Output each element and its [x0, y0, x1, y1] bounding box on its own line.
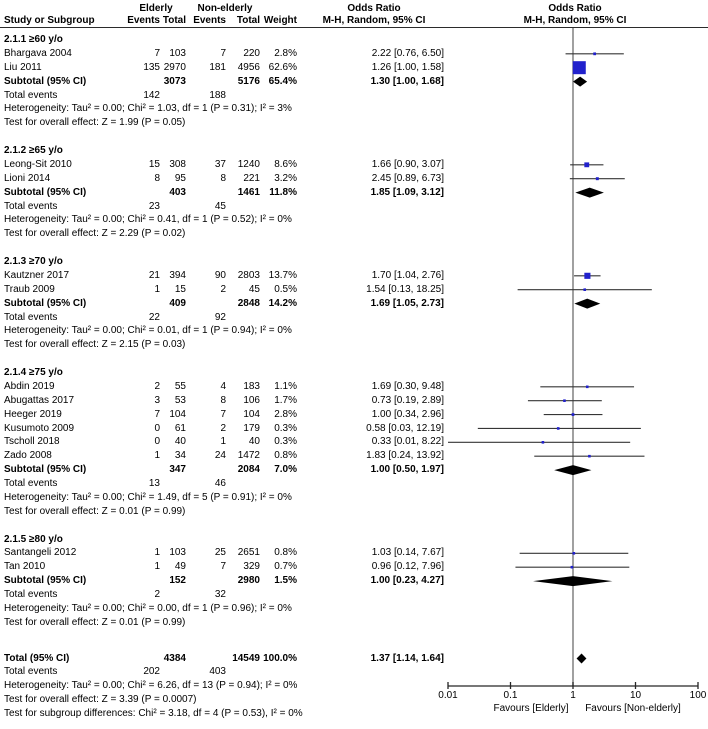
elderly-events: 1 — [154, 561, 160, 573]
elderly-events: 1 — [154, 547, 160, 559]
total-events-row — [0, 665, 708, 679]
section-label: 2.1.5 ≥80 y/o — [4, 533, 63, 545]
heterogeneity-row — [0, 213, 708, 227]
weight-value: 0.7% — [274, 561, 297, 573]
subtotal-label: Subtotal (95% CI) — [4, 186, 87, 198]
study-row — [0, 560, 708, 574]
total-events-row — [0, 200, 708, 214]
overall-effect-text: Test for overall effect: Z = 0.01 (P = 0.99) — [4, 505, 186, 517]
axis-tick-label: 100 — [689, 690, 707, 701]
overall-effect-text: Test for overall effect: Z = 2.15 (P = 0.03) — [4, 339, 186, 351]
elderly-events: 135 — [143, 61, 160, 73]
study-row — [0, 158, 708, 172]
study-row — [0, 61, 708, 75]
nonelderly-total: 106 — [243, 394, 260, 406]
study-name: Kautzner 2017 — [4, 269, 70, 281]
or-ci-text: 1.00 [0.34, 2.96] — [371, 408, 444, 420]
study-row — [0, 408, 708, 422]
column-header-events-nonelderly: Events — [193, 15, 226, 26]
elderly-total: 103 — [169, 547, 186, 559]
axis-tick-label: 0.1 — [503, 690, 518, 701]
heterogeneity-row — [0, 679, 708, 693]
weight-value: 1.1% — [274, 380, 297, 392]
total-events-elderly: 22 — [148, 311, 160, 323]
total-events-elderly: 142 — [143, 89, 160, 101]
elderly-total: 34 — [174, 450, 186, 462]
study-name: Lioni 2014 — [4, 172, 51, 184]
weight-value: 62.6% — [268, 61, 297, 73]
nonelderly-total: 179 — [243, 422, 260, 434]
overall-effect-row — [0, 116, 708, 130]
study-row — [0, 172, 708, 186]
total-events-nonelderly: 32 — [214, 589, 226, 600]
nonelderly-total: 45 — [248, 283, 260, 295]
study-row — [0, 394, 708, 408]
or-ci-text: 2.45 [0.89, 6.73] — [371, 172, 444, 184]
subtotal-label: Subtotal (95% CI) — [4, 75, 87, 87]
section-header-row — [0, 144, 708, 158]
nonelderly-total: 4956 — [237, 61, 260, 73]
or-ci-text: 1.37 [1.14, 1.64] — [370, 652, 444, 664]
study-name: Tscholl 2018 — [4, 436, 60, 448]
or-ci-text: 1.69 [1.05, 2.73] — [370, 297, 444, 309]
heterogeneity-text: Heterogeneity: Tau² = 0.00; Chi² = 0.01, df = 1 (P = 0.94); I² = 0% — [4, 325, 292, 337]
weight-value: 2.8% — [274, 408, 297, 420]
total-events-row — [0, 477, 708, 491]
total-events-row — [0, 588, 708, 602]
elderly-total: 308 — [169, 158, 186, 170]
study-name: Zado 2008 — [4, 450, 52, 462]
nonelderly-events: 7 — [220, 47, 226, 59]
elderly-events: 7 — [154, 47, 160, 59]
section-label: 2.1.1 ≥60 y/o — [4, 34, 63, 45]
subtotal-label: Subtotal (95% CI) — [4, 575, 87, 587]
grand-total-label: Total (95% CI) — [4, 652, 70, 664]
study-name: Kusumoto 2009 — [4, 422, 75, 434]
nonelderly-total: 221 — [243, 172, 260, 184]
study-name: Abugattas 2017 — [4, 394, 75, 406]
nonelderly-events: 181 — [209, 61, 226, 73]
weight-value: 0.8% — [274, 450, 297, 462]
elderly-total: 55 — [174, 380, 186, 392]
column-header-nonelderly: Non-elderly — [197, 3, 253, 14]
heterogeneity-text: Heterogeneity: Tau² = 0.00; Chi² = 1.49, df = 5 (P = 0.91); I² = 0% — [4, 491, 292, 503]
study-row — [0, 546, 708, 560]
total-events-nonelderly: 92 — [214, 311, 226, 323]
study-name: Tan 2010 — [4, 561, 46, 573]
weight-value: 0.8% — [274, 547, 297, 559]
weight-value: 3.2% — [274, 172, 297, 184]
study-row — [0, 380, 708, 394]
elderly-total: 394 — [169, 269, 186, 281]
nonelderly-events: 7 — [220, 408, 226, 420]
or-ci-text: 1.54 [0.13, 18.25] — [366, 283, 444, 295]
elderly-events: 3 — [154, 394, 160, 406]
nonelderly-events: 24 — [214, 450, 226, 462]
study-name: Abdin 2019 — [4, 380, 55, 392]
weight-value: 1.7% — [274, 394, 297, 406]
total-events-label: Total events — [4, 478, 58, 489]
column-header-total-nonelderly: Total — [236, 15, 260, 26]
nonelderly-events: 2 — [220, 283, 226, 295]
subtotal-row — [0, 75, 708, 89]
elderly-total: 103 — [169, 47, 186, 59]
elderly-total: 40 — [174, 436, 186, 448]
nonelderly-total: 14549 — [232, 652, 260, 664]
elderly-total: 409 — [169, 297, 186, 309]
section-label: 2.1.4 ≥75 y/o — [4, 367, 63, 378]
favours-right-label: Favours [Non-elderly] — [585, 703, 681, 714]
weight-value: 100.0% — [263, 652, 297, 664]
column-header-study: Study or Subgroup — [4, 15, 95, 26]
total-events-label: Total events — [4, 200, 58, 212]
weight-value: 0.3% — [274, 422, 297, 434]
nonelderly-total: 2084 — [237, 464, 260, 476]
study-row — [0, 269, 708, 283]
axis-tick-label: 10 — [629, 690, 642, 701]
total-events-elderly: 202 — [143, 666, 160, 678]
overall-effect-text: Test for overall effect: Z = 3.39 (P = 0.0007) — [4, 694, 197, 706]
study-name: Bhargava 2004 — [4, 47, 72, 59]
or-ci-text: 0.33 [0.01, 8.22] — [371, 436, 444, 448]
subtotal-row — [0, 463, 708, 477]
nonelderly-total: 2980 — [237, 575, 260, 587]
nonelderly-events: 8 — [220, 172, 226, 184]
elderly-events: 2 — [154, 380, 160, 392]
weight-value: 7.0% — [274, 464, 297, 476]
nonelderly-total: 1472 — [237, 450, 260, 462]
elderly-total: 95 — [174, 172, 186, 184]
heterogeneity-row — [0, 602, 708, 616]
elderly-events: 1 — [154, 450, 160, 462]
nonelderly-total: 1461 — [237, 186, 260, 198]
or-ci-text: 1.26 [1.00, 1.58] — [371, 61, 444, 73]
section-header-row — [0, 255, 708, 269]
nonelderly-events: 2 — [220, 422, 226, 434]
total-events-label: Total events — [4, 666, 58, 678]
total-events-nonelderly: 45 — [214, 200, 226, 212]
heterogeneity-row — [0, 324, 708, 338]
nonelderly-total: 104 — [243, 408, 260, 420]
total-events-label: Total events — [4, 589, 58, 600]
nonelderly-total: 2803 — [237, 269, 260, 281]
nonelderly-total: 1240 — [237, 158, 260, 170]
subgroup-differences-text: Test for subgroup differences: Chi² = 3.18, df = 4 (P = 0.53), I² = 0% — [4, 708, 303, 719]
nonelderly-total: 183 — [243, 380, 260, 392]
axis-tick-label: 1 — [570, 690, 576, 701]
elderly-events: 0 — [154, 436, 160, 448]
nonelderly-events: 4 — [220, 380, 226, 392]
elderly-total: 3073 — [163, 75, 186, 87]
weight-value: 1.5% — [274, 575, 297, 587]
total-events-label: Total events — [4, 89, 58, 101]
total-events-elderly: 2 — [154, 589, 160, 600]
overall-effect-text: Test for overall effect: Z = 2.29 (P = 0.02) — [4, 228, 186, 240]
nonelderly-total: 329 — [243, 561, 260, 573]
heterogeneity-text: Heterogeneity: Tau² = 0.00; Chi² = 6.26, df = 13 (P = 0.94); I² = 0% — [4, 680, 298, 692]
heterogeneity-text: Heterogeneity: Tau² = 0.00; Chi² = 0.41, df = 1 (P = 0.52); I² = 0% — [4, 214, 292, 226]
elderly-events: 21 — [148, 269, 160, 281]
section-label: 2.1.2 ≥65 y/o — [4, 145, 63, 156]
nonelderly-events: 1 — [220, 436, 226, 448]
elderly-events: 15 — [148, 158, 160, 170]
or-ci-text: 1.00 [0.23, 4.27] — [370, 575, 444, 587]
section-label: 2.1.3 ≥70 y/o — [4, 256, 63, 267]
total-events-nonelderly: 188 — [209, 89, 226, 101]
study-name: Heeger 2019 — [4, 408, 62, 420]
nonelderly-total: 220 — [243, 47, 260, 59]
total-events-row — [0, 311, 708, 325]
nonelderly-events: 90 — [214, 269, 226, 281]
elderly-total: 61 — [174, 422, 186, 434]
elderly-total: 2970 — [163, 61, 186, 73]
elderly-total: 49 — [174, 561, 186, 573]
total-events-elderly: 13 — [148, 478, 160, 489]
section-header-row — [0, 366, 708, 380]
column-header-elderly: Elderly — [139, 3, 173, 14]
elderly-total: 15 — [174, 283, 186, 295]
column-header-events-elderly: Events — [127, 15, 160, 26]
section-header-row — [0, 533, 708, 547]
overall-effect-text: Test for overall effect: Z = 1.99 (P = 0.05) — [4, 117, 186, 129]
study-row — [0, 449, 708, 463]
or-ci-text: 1.30 [1.00, 1.68] — [370, 75, 444, 87]
subtotal-row — [0, 574, 708, 588]
elderly-events: 7 — [154, 408, 160, 420]
overall-effect-row — [0, 505, 708, 519]
nonelderly-total: 40 — [248, 436, 260, 448]
elderly-total: 4384 — [163, 652, 186, 664]
or-ci-text: 1.83 [0.24, 13.92] — [366, 450, 444, 462]
elderly-total: 403 — [169, 186, 186, 198]
or-ci-text: 1.70 [1.04, 2.76] — [371, 269, 444, 281]
favours-left-label: Favours [Elderly] — [493, 703, 569, 714]
nonelderly-total: 2848 — [237, 297, 260, 309]
heterogeneity-row — [0, 102, 708, 116]
elderly-total: 104 — [169, 408, 186, 420]
nonelderly-events: 8 — [220, 394, 226, 406]
study-name: Santangeli 2012 — [4, 547, 77, 559]
heterogeneity-row — [0, 491, 708, 505]
study-row — [0, 422, 708, 436]
column-header-mh-text: M-H, Random, 95% CI — [322, 15, 426, 26]
heterogeneity-text: Heterogeneity: Tau² = 0.00; Chi² = 0.00, df = 1 (P = 0.96); I² = 0% — [4, 602, 292, 614]
nonelderly-events: 7 — [220, 561, 226, 573]
weight-value: 0.5% — [274, 283, 297, 295]
or-ci-text: 1.69 [0.30, 9.48] — [371, 380, 444, 392]
or-ci-text: 0.73 [0.19, 2.89] — [371, 394, 444, 406]
elderly-total: 53 — [174, 394, 186, 406]
column-header-weight: Weight — [263, 15, 297, 26]
or-ci-text: 1.85 [1.09, 3.12] — [370, 186, 444, 198]
weight-value: 65.4% — [268, 75, 297, 87]
weight-value: 14.2% — [268, 297, 297, 309]
nonelderly-events: 25 — [214, 547, 226, 559]
elderly-events: 0 — [154, 422, 160, 434]
section-header-row — [0, 33, 708, 47]
or-ci-text: 1.00 [0.50, 1.97] — [370, 464, 444, 476]
or-ci-text: 2.22 [0.76, 6.50] — [371, 47, 444, 59]
overall-effect-text: Test for overall effect: Z = 0.01 (P = 0.99) — [4, 616, 186, 628]
subtotal-row — [0, 297, 708, 311]
weight-value: 8.6% — [274, 158, 297, 170]
heterogeneity-text: Heterogeneity: Tau² = 0.00; Chi² = 1.03, df = 1 (P = 0.31); I² = 3% — [4, 103, 292, 115]
overall-effect-row — [0, 338, 708, 352]
column-header-total-elderly: Total — [162, 15, 186, 26]
weight-value: 13.7% — [268, 269, 297, 281]
axis-tick-label: 0.01 — [438, 690, 458, 701]
nonelderly-total: 2651 — [237, 547, 260, 559]
elderly-events: 8 — [154, 172, 160, 184]
elderly-total: 347 — [169, 464, 186, 476]
total-events-label: Total events — [4, 311, 58, 323]
column-header-odds-ratio-plot: Odds Ratio — [548, 3, 602, 14]
or-ci-text: 0.96 [0.12, 7.96] — [371, 561, 444, 573]
elderly-events: 1 — [154, 283, 160, 295]
column-header-odds-ratio-text: Odds Ratio — [347, 3, 401, 14]
weight-value: 0.3% — [274, 436, 297, 448]
nonelderly-total: 5176 — [237, 75, 260, 87]
elderly-total: 152 — [169, 575, 186, 587]
or-ci-text: 1.03 [0.14, 7.67] — [371, 547, 444, 559]
or-ci-text: 0.58 [0.03, 12.19] — [366, 422, 444, 434]
study-row — [0, 283, 708, 297]
subtotal-row — [0, 186, 708, 200]
total-events-elderly: 23 — [148, 200, 160, 212]
overall-effect-row — [0, 227, 708, 241]
study-name: Leong-Sit 2010 — [4, 158, 72, 170]
subtotal-label: Subtotal (95% CI) — [4, 464, 87, 476]
overall-effect-row — [0, 616, 708, 630]
study-name: Traub 2009 — [4, 283, 55, 295]
nonelderly-events: 37 — [214, 158, 226, 170]
study-name: Liu 2011 — [4, 61, 42, 73]
weight-value: 2.8% — [274, 47, 297, 59]
total-events-nonelderly: 46 — [214, 478, 226, 489]
study-row — [0, 435, 708, 449]
or-ci-text: 1.66 [0.90, 3.07] — [371, 158, 444, 170]
grand-total-row — [0, 652, 708, 666]
weight-value: 11.8% — [269, 186, 297, 198]
total-events-nonelderly: 403 — [209, 666, 226, 678]
total-events-row — [0, 89, 708, 103]
column-header-mh-plot: M-H, Random, 95% CI — [523, 15, 627, 26]
subtotal-label: Subtotal (95% CI) — [4, 297, 87, 309]
study-row — [0, 47, 708, 61]
